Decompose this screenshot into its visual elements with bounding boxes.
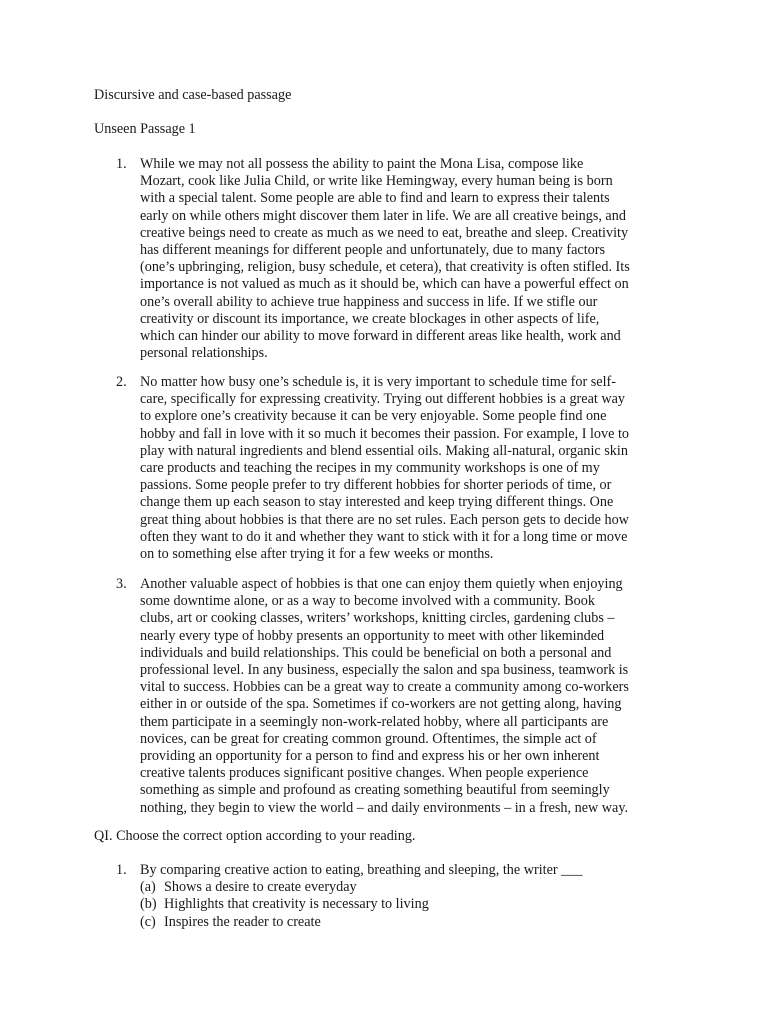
paragraph-line: Mozart, cook like Julia Child, or write like Hemingway, every human being is born bbox=[140, 173, 613, 190]
paragraph-line: providing an opportunity for a person to find and express his or her own inherent bbox=[140, 748, 600, 765]
paragraph-line: either in or outside of the spa. Sometimes if co-workers are not getting along, having bbox=[140, 696, 622, 713]
paragraph-text bbox=[140, 374, 676, 563]
paragraph-line: great thing about hobbies is that there are no set rules. Each person gets to decide how bbox=[140, 511, 629, 528]
question-heading: QI. Choose the correct option according to your reading. bbox=[94, 828, 416, 844]
passage-title: Unseen Passage 1 bbox=[94, 121, 196, 137]
paragraph-line: importance is not valued as much as it should be, which can have a powerful effect on bbox=[140, 276, 629, 293]
paragraph-line: Another valuable aspect of hobbies is that one can enjoy them quietly when enjoying bbox=[140, 576, 623, 592]
option-text: Shows a desire to create everyday bbox=[164, 879, 357, 896]
paragraph-line: change them up each season to stay interested and keep trying different things. One bbox=[140, 494, 614, 511]
paragraph-text bbox=[140, 156, 676, 362]
paragraph-line: early on while others might discover them later in life. We are all creative beings, and bbox=[140, 207, 626, 224]
option-letter: (c) bbox=[140, 913, 156, 930]
paragraph-line: passions. Some people prefer to try different hobbies for shorter periods of time, or bbox=[140, 477, 612, 494]
paragraph-line: creative beings need to create as much as we need to eat, breathe and sleep. Creativity bbox=[140, 224, 629, 241]
paragraph-line: vital to success. Hobbies can be a great way to create a community among co-workers bbox=[140, 679, 629, 696]
paragraph-line: some downtime alone, or as a way to become involved with a community. Book bbox=[140, 593, 595, 610]
paragraph-line: creative talents produces significant positive changes. When people experience bbox=[140, 765, 589, 782]
paragraph-line: individuals and build relationships. This could be beneficial on both a personal and bbox=[140, 644, 612, 661]
option-c bbox=[140, 914, 676, 931]
paragraph-line: clubs, art or cooking classes, writers’ workshops, knitting circles, gardening clubs – bbox=[140, 610, 615, 627]
paragraph-line: something as simple and profound as creating something beautiful from seemingly bbox=[140, 782, 610, 799]
question-text bbox=[140, 862, 676, 879]
answer-options bbox=[140, 879, 676, 931]
paragraph-line: play with natural ingredients and blend essential oils. Making all-natural, organic skin bbox=[140, 442, 628, 459]
paragraph-line: which can hinder our ability to move forward in different areas like health, work and bbox=[140, 328, 621, 345]
option-letter: (b) bbox=[140, 896, 157, 913]
passage-paragraph-1 bbox=[116, 156, 676, 362]
passage-paragraph-3 bbox=[116, 576, 676, 817]
paragraph-text bbox=[140, 576, 676, 817]
option-a bbox=[140, 879, 676, 896]
paragraph-number: 1. bbox=[116, 156, 127, 172]
paragraph-line: often they want to do it and whether they want to stick with it for a long time or move bbox=[140, 528, 628, 545]
option-b bbox=[140, 896, 676, 913]
paragraph-line: care, specifically for expressing creativity. Trying out different hobbies is a great way bbox=[140, 391, 625, 408]
question-number: 1. bbox=[116, 862, 127, 878]
option-text: Highlights that creativity is necessary to living bbox=[164, 896, 429, 913]
passage-paragraph-2 bbox=[116, 374, 676, 563]
paragraph-line: nearly every type of hobby presents an opportunity to meet with other likeminded bbox=[140, 627, 605, 644]
paragraph-line: (one’s upbringing, religion, busy schedule, et cetera), that creativity is often stifled. Its bbox=[140, 259, 630, 276]
paragraph-line: creativity or discount its importance, we create blockages in other aspects of life, bbox=[140, 310, 600, 327]
paragraph-line: on to something else after trying it for a few weeks or months. bbox=[140, 546, 494, 563]
paragraph-line: with a special talent. Some people are able to find and learn to express their talents bbox=[140, 190, 610, 207]
option-text: Inspires the reader to create bbox=[164, 913, 321, 930]
section-title: Discursive and case-based passage bbox=[94, 87, 292, 103]
paragraph-line: care products and teaching the recipes in my community workshops is one of my bbox=[140, 460, 600, 477]
paragraph-line: professional level. In any business, especially the salon and spa business, teamwork is bbox=[140, 662, 629, 679]
paragraph-line: personal relationships. bbox=[140, 345, 268, 362]
option-letter: (a) bbox=[140, 879, 156, 896]
paragraph-number: 2. bbox=[116, 374, 127, 390]
question-1 bbox=[116, 862, 676, 931]
paragraph-number: 3. bbox=[116, 576, 127, 592]
paragraph-line: No matter how busy one’s schedule is, it is very important to schedule time for self- bbox=[140, 374, 616, 390]
paragraph-line: them participate in a seemingly non-work-related hobby, where all participants are bbox=[140, 713, 609, 730]
question-stem: By comparing creative action to eating, breathing and sleeping, the writer ___ bbox=[140, 862, 583, 878]
paragraph-line: novices, can be great for creating common ground. Oftentimes, the simple act of bbox=[140, 730, 597, 747]
paragraph-line: has different meanings for different people and unfortunately, due to many factors bbox=[140, 242, 606, 259]
paragraph-line: one’s overall ability to achieve true happiness and success in life. If we stifle our bbox=[140, 293, 598, 310]
paragraph-line: hobby and fall in love with it so much it becomes their passion. For example, I love to bbox=[140, 425, 629, 442]
paragraph-line: to explore one’s creativity because it can be very enjoyable. Some people find one bbox=[140, 408, 607, 425]
paragraph-line: nothing, they begin to view the world – and daily environments – in a fresh, new way. bbox=[140, 799, 629, 816]
paragraph-line: While we may not all possess the ability to paint the Mona Lisa, compose like bbox=[140, 156, 584, 172]
